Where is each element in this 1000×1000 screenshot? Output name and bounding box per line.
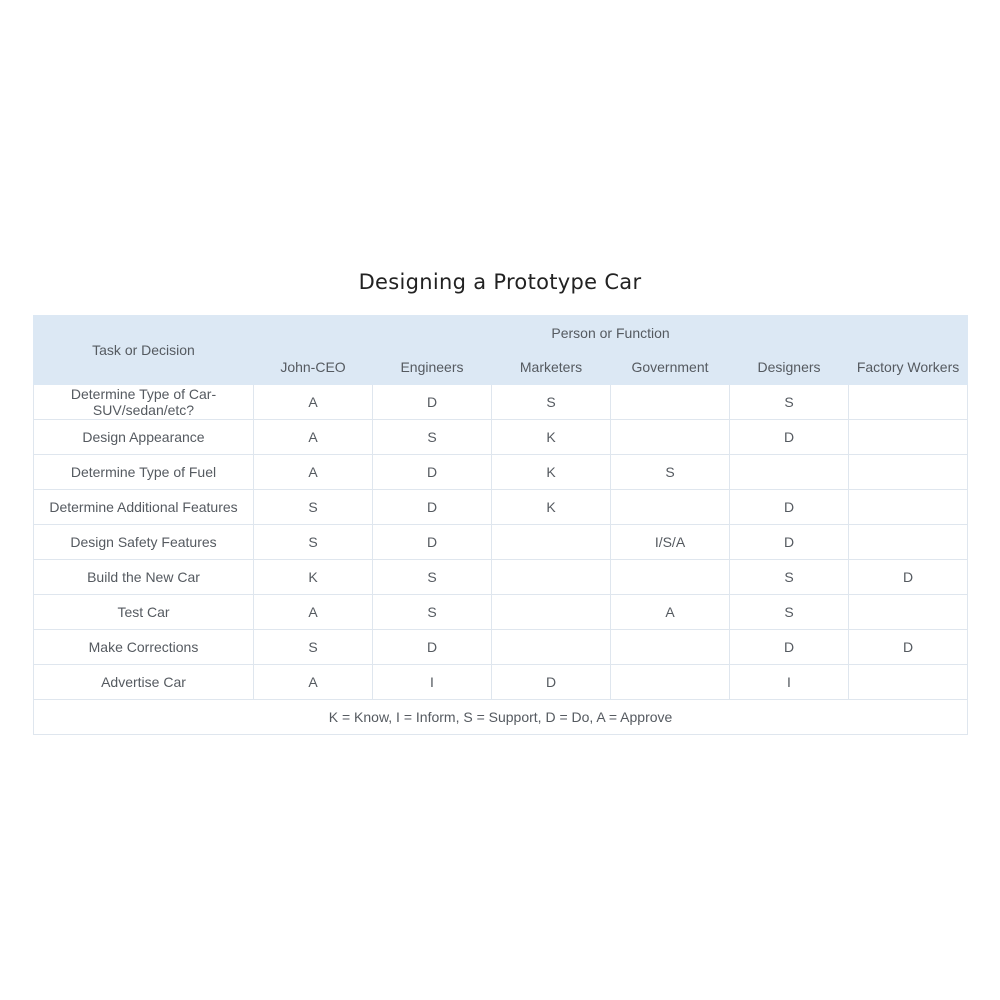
table-cell [611,630,730,665]
table-cell: A [254,420,373,455]
task-cell: Test Car [34,595,254,630]
table-cell [611,490,730,525]
table-cell: D [373,385,492,420]
table-cell: K [492,455,611,490]
task-cell: Determine Type of Car-SUV/sedan/etc? [34,385,254,420]
table-cell: S [254,490,373,525]
column-header-designers: Designers [730,350,849,385]
table-cell [849,420,968,455]
table-cell [611,385,730,420]
page-title: Designing a Prototype Car [358,270,642,294]
table-cell: D [373,630,492,665]
table-cell: S [730,385,849,420]
task-cell: Design Appearance [34,420,254,455]
table-cell: S [730,560,849,595]
table-row [34,595,968,630]
table-cell: A [254,455,373,490]
table-cell: S [730,595,849,630]
column-header-john-ceo: John-CEO [254,350,373,385]
task-cell: Make Corrections [34,630,254,665]
table-cell [849,525,968,560]
task-cell: Determine Type of Fuel [34,455,254,490]
table-cell: K [492,490,611,525]
table-cell: S [254,525,373,560]
table-cell: I [373,665,492,700]
table-row [34,665,968,700]
table-cell: D [730,525,849,560]
legend-text: K = Know, I = Inform, S = Support, D = Do, A = Approve [34,700,968,735]
table-cell [849,490,968,525]
table-cell: K [254,560,373,595]
task-cell: Design Safety Features [34,525,254,560]
table-cell [492,525,611,560]
table-row [34,420,968,455]
task-cell: Build the New Car [34,560,254,595]
table-cell [849,665,968,700]
column-header-government: Government [611,350,730,385]
table-cell: I/S/A [611,525,730,560]
column-header-engineers: Engineers [373,350,492,385]
table-cell [611,560,730,595]
table-row [34,385,968,420]
task-cell: Determine Additional Features [34,490,254,525]
table-row [34,560,968,595]
table-cell: S [373,595,492,630]
table-cell: D [373,490,492,525]
table-cell: S [254,630,373,665]
table-cell [611,665,730,700]
table-cell [492,595,611,630]
column-header-marketers: Marketers [492,350,611,385]
table-row [34,455,968,490]
table-cell: D [849,560,968,595]
task-column-header: Task or Decision [34,316,254,385]
table-row [34,525,968,560]
legend-row [34,700,968,735]
table-cell: D [373,525,492,560]
task-cell: Advertise Car [34,665,254,700]
table-cell: D [730,420,849,455]
table-row [34,490,968,525]
table-cell: A [254,595,373,630]
table-cell [849,455,968,490]
table-cell: A [611,595,730,630]
table-cell: A [254,665,373,700]
table-cell [492,560,611,595]
table-cell [492,630,611,665]
table-cell: D [849,630,968,665]
table-cell: S [373,560,492,595]
responsibility-matrix [33,315,968,735]
table-cell: D [730,630,849,665]
table-cell: S [611,455,730,490]
table-cell: D [373,455,492,490]
column-header-factory-workers: Factory Workers [849,350,968,385]
table-cell [730,455,849,490]
table-cell: S [373,420,492,455]
table-cell [849,385,968,420]
table-cell: I [730,665,849,700]
table-row [34,630,968,665]
person-group-header: Person or Function [254,316,968,350]
table-cell: D [492,665,611,700]
table-cell [611,420,730,455]
table-cell: K [492,420,611,455]
table-cell: S [492,385,611,420]
table-cell: D [730,490,849,525]
table-cell: A [254,385,373,420]
table-cell [849,595,968,630]
